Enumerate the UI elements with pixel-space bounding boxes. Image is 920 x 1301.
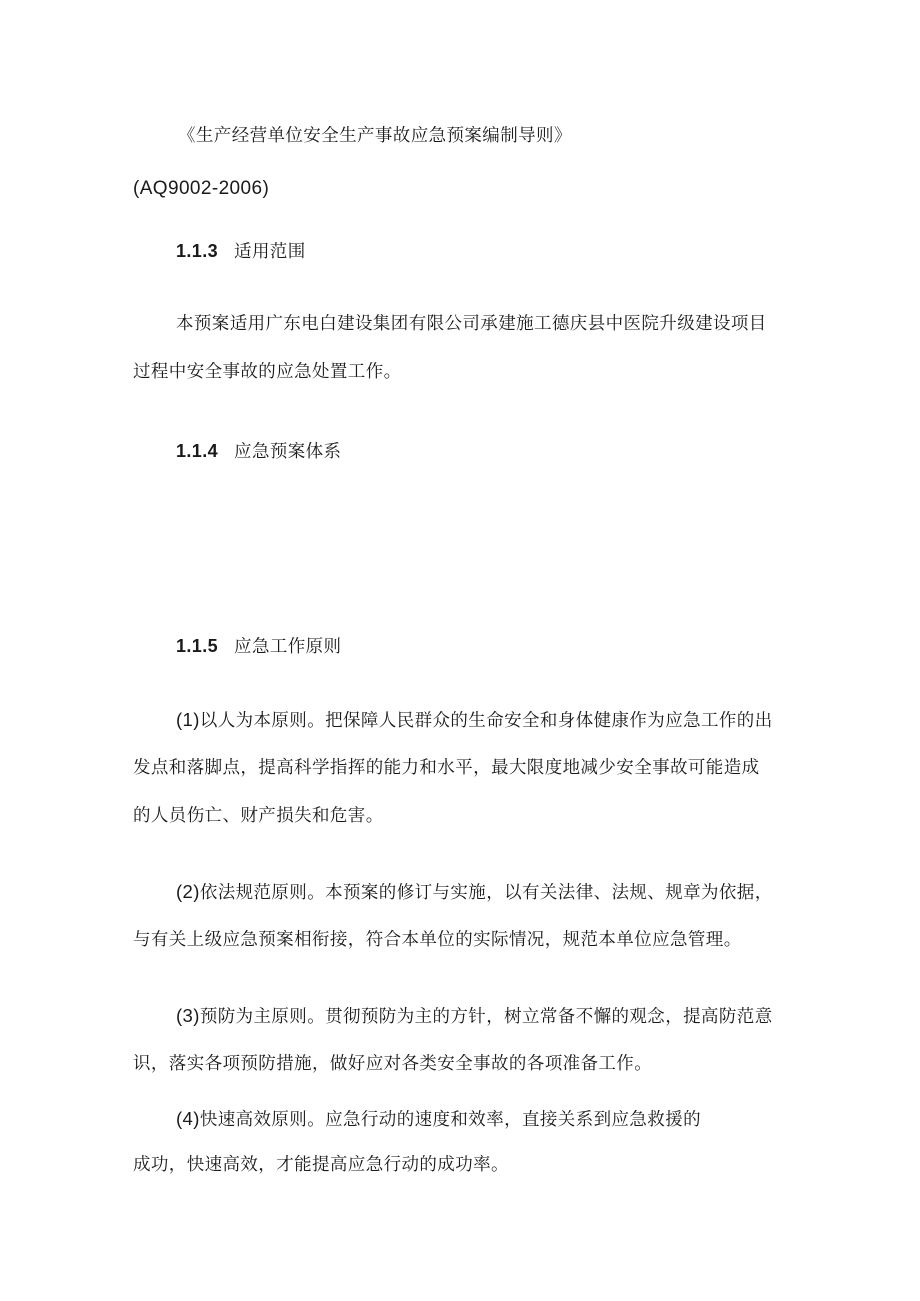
- section-title: 适用范围: [234, 242, 306, 262]
- principle-number: (1): [176, 709, 200, 730]
- principle-text: 预防为主原则。贯彻预防为主的方针，树立常备不懈的观念，提高防范意: [199, 1007, 773, 1027]
- principle-number: (3): [176, 1005, 200, 1026]
- principle-4-line-1: [176, 1107, 701, 1132]
- reference-title: 《生产经营单位安全生产事故应急预案编制导则》: [178, 126, 572, 146]
- reference-code: (AQ9002-2006): [133, 178, 270, 199]
- section-heading-1-1-4: [176, 439, 341, 464]
- principle-1-line-1: [176, 708, 773, 733]
- principle-2-line-2: 与有关上级应急预案相衔接，符合本单位的实际情况，规范本单位应急管理。: [133, 930, 742, 950]
- principle-4-line-2: 成功，快速高效，才能提高应急行动的成功率。: [133, 1155, 509, 1175]
- principle-number: (4): [176, 1108, 200, 1129]
- principle-text: 快速高效原则。应急行动的速度和效率，直接关系到应急救援的: [199, 1110, 702, 1130]
- principle-1-line-2: 发点和落脚点，提高科学指挥的能力和水平，最大限度地减少安全事故可能造成: [133, 758, 760, 778]
- principle-text: 以人为本原则。把保障人民群众的生命安全和身体健康作为应急工作的出: [199, 711, 773, 731]
- section-heading-1-1-3: [176, 239, 306, 264]
- section-title: 应急工作原则: [234, 637, 342, 657]
- principle-1-line-3: 的人员伤亡、财产损失和危害。: [133, 806, 384, 826]
- section-number: 1.1.4: [176, 441, 219, 461]
- section-number: 1.1.5: [176, 636, 219, 656]
- scope-line-1: 本预案适用广东电白建设集团有限公司承建施工德庆县中医院升级建设项目: [176, 314, 767, 334]
- scope-line-2: 过程中安全事故的应急处置工作。: [133, 362, 402, 382]
- principle-2-line-1: [176, 880, 773, 905]
- section-heading-1-1-5: [176, 634, 341, 659]
- principle-3-line-1: [176, 1004, 773, 1029]
- principle-number: (2): [176, 881, 200, 902]
- section-title: 应急预案体系: [234, 442, 342, 462]
- section-number: 1.1.3: [176, 241, 219, 261]
- principle-3-line-2: 识，落实各项预防措施，做好应对各类安全事故的各项准备工作。: [133, 1054, 653, 1074]
- principle-text: 依法规范原则。本预案的修订与实施，以有关法律、法规、规章为依据，: [199, 883, 773, 903]
